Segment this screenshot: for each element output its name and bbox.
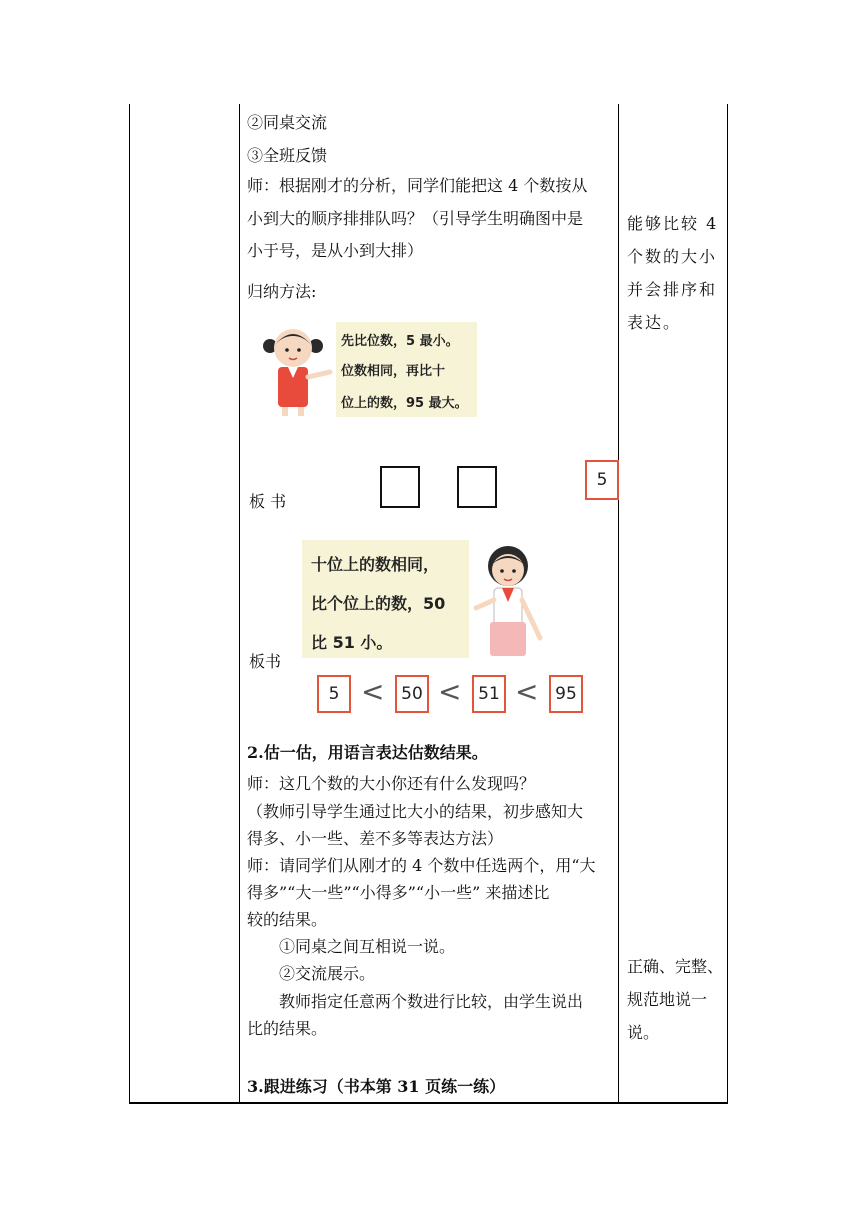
section-2-line9: 教师指定任意两个数进行比较，由学生说出: [279, 992, 584, 1011]
step-class-feedback: ③全班反馈: [247, 146, 328, 165]
teacher-question-line3: 小于号，是从小到大排）: [247, 241, 424, 260]
section-3-title: 3.跟进练习（书本第 31 页练一练）: [247, 1077, 506, 1096]
step-desk-exchange: ②同桌交流: [247, 113, 328, 132]
section-2-line3: 得多、小一些、差不多等表达方法）: [247, 829, 504, 848]
speech-bubble-1-line2: 位数相同，再比十: [341, 364, 446, 379]
section-2-line10: 比的结果。: [247, 1019, 328, 1038]
table-border-left: [129, 104, 130, 1104]
goal-1: [627, 207, 718, 339]
goal-2-line1: 正确、完整、: [627, 957, 724, 976]
board-label-1: 板 书: [249, 492, 287, 511]
goal-1-line4: 表达。: [627, 313, 682, 332]
section-2-line4: 师：请同学们从刚才的 4 个数中任选两个，用“大: [247, 856, 596, 875]
table-divider-1: [239, 104, 240, 1104]
section-2-line1: 师：这几个数的大小你还有什么发现吗？: [247, 774, 536, 793]
girl-illustration-1: [258, 322, 338, 417]
table-divider-2: [618, 104, 619, 1104]
less-than-symbol-2: <: [438, 675, 462, 708]
blank-box-1: [380, 466, 420, 508]
less-than-symbol-3: <: [515, 675, 539, 708]
goal-2: [627, 950, 723, 1049]
speech-bubble-2-line3: 比 51 小。: [311, 633, 393, 652]
less-than-symbol-1: <: [361, 675, 385, 708]
goal-1-line1: 能够比较 4: [627, 214, 719, 233]
speech-bubble-2-line2: 比个位上的数，50: [311, 594, 446, 613]
section-2-line2: （教师引导学生通过比大小的结果，初步感知大: [247, 802, 584, 821]
teacher-question-line1: 师：根据刚才的分析，同学们能把这 4 个数按从: [247, 176, 588, 195]
compare-number-4: 95: [549, 675, 583, 713]
teacher-question-line2: 小到大的顺序排排队吗？（引导学生明确图中是: [247, 209, 584, 228]
goal-1-line2: 个数的大小: [627, 247, 718, 266]
table-border-right: [727, 104, 728, 1104]
goal-1-line3: 并会排序和: [627, 280, 718, 299]
speech-bubble-1-line3: 位上的数，95 最大。: [341, 396, 468, 411]
method-title: 归纳方法:: [247, 282, 317, 301]
speech-bubble-2-line1: 十位上的数相同，: [311, 555, 440, 574]
section-2-line8: ②交流展示。: [279, 964, 376, 983]
table-bottom-border: [129, 1102, 728, 1104]
compare-number-3: 51: [472, 675, 506, 713]
compare-number-1: 5: [317, 675, 351, 713]
speech-bubble-1-line1: 先比位数，5 最小。: [341, 334, 459, 349]
compare-number-2: 50: [395, 675, 429, 713]
section-2-line5: 得多”“大一些”“小得多”“小一些” 来描述比: [247, 883, 550, 902]
blank-box-2: [457, 466, 497, 508]
board-number-box: 5: [585, 460, 619, 500]
girl-illustration-2: [468, 542, 548, 660]
board-label-2: 板书: [249, 652, 282, 671]
goal-2-line3: 说。: [627, 1023, 660, 1042]
section-2-title: 2.估一估，用语言表达估数结果。: [247, 743, 488, 762]
goal-2-line2: 规范地说一: [627, 990, 708, 1009]
section-2-line6: 较的结果。: [247, 910, 328, 929]
section-2-line7: ①同桌之间互相说一说。: [279, 937, 456, 956]
